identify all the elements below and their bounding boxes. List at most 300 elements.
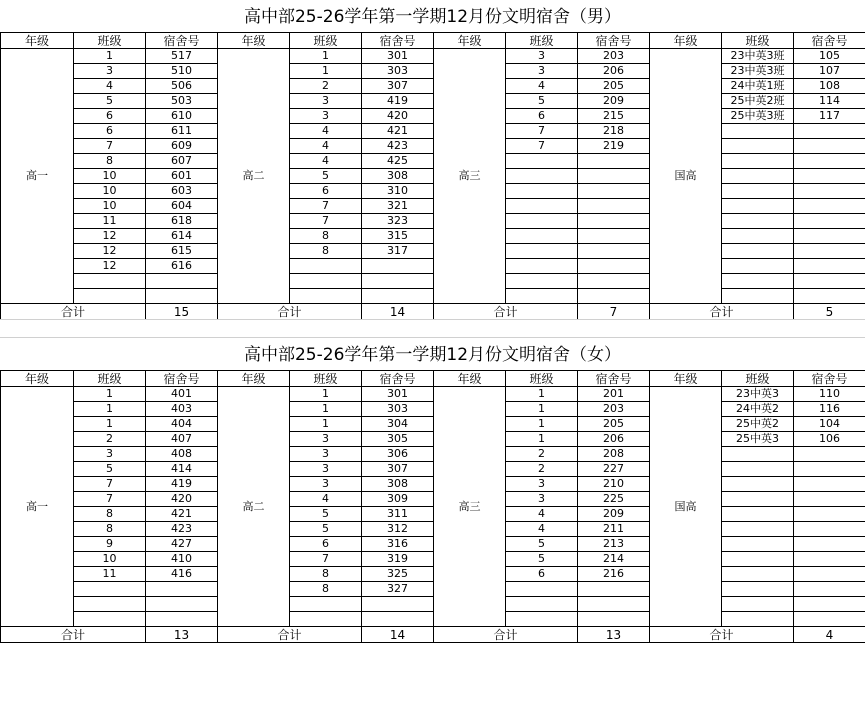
dorm-number-cell: 114 (794, 94, 865, 109)
class-cell: 4 (290, 124, 362, 139)
class-cell: 8 (74, 154, 146, 169)
class-cell (722, 477, 794, 492)
dorm-number-cell (794, 552, 865, 567)
dorm-number-cell (794, 169, 865, 184)
dorm-number-cell: 310 (362, 184, 434, 199)
girls-title: 高中部25-26学年第一学期12月份文明宿舍（女） (243, 345, 622, 365)
table-row (1, 477, 865, 492)
class-cell (722, 214, 794, 229)
table-row (1, 124, 865, 139)
dorm-number-cell: 107 (794, 64, 865, 79)
class-cell: 5 (74, 94, 146, 109)
dorm-number-cell: 206 (578, 432, 650, 447)
class-cell: 3 (74, 447, 146, 462)
dorm-number-cell: 309 (362, 492, 434, 507)
dorm-number-cell: 210 (578, 477, 650, 492)
dorm-number-cell: 106 (794, 432, 865, 447)
dorm-number-cell: 303 (362, 64, 434, 79)
class-cell: 7 (290, 199, 362, 214)
total-row (1, 627, 865, 643)
dorm-number-cell: 603 (146, 184, 218, 199)
dorm-number-cell: 215 (578, 109, 650, 124)
table-row (1, 462, 865, 477)
dorm-number-cell: 306 (362, 447, 434, 462)
dorm-number-cell: 317 (362, 244, 434, 259)
class-cell (722, 507, 794, 522)
class-cell (722, 567, 794, 582)
dorm-number-cell: 517 (146, 49, 218, 64)
class-cell: 7 (506, 124, 578, 139)
total-value: 14 (362, 627, 434, 643)
table-row (1, 552, 865, 567)
dorm-number-cell: 208 (578, 447, 650, 462)
table-row (1, 199, 865, 214)
grade-header: 年级 (434, 33, 506, 49)
class-cell (290, 597, 362, 612)
table-row (1, 244, 865, 259)
class-header: 班级 (290, 371, 362, 387)
dorm-number-cell: 110 (794, 387, 865, 402)
table-row (1, 79, 865, 94)
class-cell: 6 (290, 537, 362, 552)
dorm-number-cell: 301 (362, 49, 434, 64)
total-label: 合计 (1, 627, 146, 643)
class-cell (506, 582, 578, 597)
class-cell: 1 (506, 387, 578, 402)
table-row (1, 582, 865, 597)
class-cell (722, 612, 794, 627)
class-cell: 5 (290, 522, 362, 537)
class-cell: 8 (290, 582, 362, 597)
class-cell (74, 274, 146, 289)
dorm-number-cell (578, 244, 650, 259)
grade-cell: 高二 (218, 387, 290, 627)
class-cell (506, 184, 578, 199)
class-cell: 23中英3班 (722, 64, 794, 79)
dorm-number-cell (794, 462, 865, 477)
dorm-number-cell (794, 199, 865, 214)
grade-cell: 高二 (218, 49, 290, 304)
class-cell: 1 (74, 49, 146, 64)
class-cell: 24中英1班 (722, 79, 794, 94)
table-row (1, 49, 865, 64)
class-cell: 11 (74, 214, 146, 229)
grade-cell: 高三 (434, 387, 506, 627)
table-row (1, 229, 865, 244)
dorm-header: 宿舍号 (362, 371, 434, 387)
dorm-number-cell: 319 (362, 552, 434, 567)
class-cell: 1 (290, 64, 362, 79)
dorm-header: 宿舍号 (146, 33, 218, 49)
dorm-number-cell: 321 (362, 199, 434, 214)
dorm-number-cell (794, 289, 865, 304)
dorm-number-cell: 618 (146, 214, 218, 229)
table-row (1, 447, 865, 462)
dorm-number-cell (578, 229, 650, 244)
grade-cell: 国高 (650, 49, 722, 304)
class-header: 班级 (506, 371, 578, 387)
class-header: 班级 (290, 33, 362, 49)
section-gap (0, 319, 865, 338)
grade-header: 年级 (218, 33, 290, 49)
class-cell: 3 (290, 462, 362, 477)
dorm-number-cell: 105 (794, 49, 865, 64)
class-cell: 8 (74, 522, 146, 537)
header-row (1, 371, 865, 387)
class-cell (506, 244, 578, 259)
class-cell: 3 (506, 49, 578, 64)
total-value: 13 (146, 627, 218, 643)
dorm-number-cell: 601 (146, 169, 218, 184)
class-cell: 5 (74, 462, 146, 477)
dorm-number-cell: 303 (362, 402, 434, 417)
dorm-number-cell (794, 124, 865, 139)
grade-header: 年级 (650, 371, 722, 387)
dorm-number-cell: 408 (146, 447, 218, 462)
dorm-number-cell (794, 447, 865, 462)
boys-dormitory-table (0, 32, 865, 320)
class-cell (290, 289, 362, 304)
class-cell: 9 (74, 537, 146, 552)
table-row (1, 184, 865, 199)
dorm-number-cell (794, 582, 865, 597)
table-row (1, 109, 865, 124)
class-cell (506, 274, 578, 289)
dorm-number-cell (578, 199, 650, 214)
class-cell: 4 (74, 79, 146, 94)
class-cell: 5 (290, 507, 362, 522)
dorm-number-cell: 419 (362, 94, 434, 109)
class-cell (722, 259, 794, 274)
dorm-number-cell: 503 (146, 94, 218, 109)
class-cell: 7 (74, 477, 146, 492)
class-cell: 2 (506, 447, 578, 462)
class-cell (506, 259, 578, 274)
dorm-number-cell: 312 (362, 522, 434, 537)
dorm-number-cell (578, 214, 650, 229)
dorm-number-cell: 420 (362, 109, 434, 124)
dorm-number-cell: 611 (146, 124, 218, 139)
girls-dormitory-table (0, 370, 865, 643)
dorm-number-cell (362, 274, 434, 289)
class-cell: 7 (290, 214, 362, 229)
table-row (1, 597, 865, 612)
table-row (1, 139, 865, 154)
class-cell (506, 154, 578, 169)
class-cell: 6 (74, 124, 146, 139)
dorm-number-cell (794, 154, 865, 169)
total-value: 4 (794, 627, 865, 643)
dorm-number-cell: 407 (146, 432, 218, 447)
dorm-number-cell: 423 (146, 522, 218, 537)
total-row (1, 304, 865, 320)
class-cell: 1 (290, 402, 362, 417)
dorm-number-cell (794, 244, 865, 259)
class-cell: 5 (290, 169, 362, 184)
class-cell: 4 (290, 492, 362, 507)
dorm-number-cell: 201 (578, 387, 650, 402)
class-cell: 4 (506, 79, 578, 94)
total-label: 合计 (1, 304, 146, 320)
class-cell (506, 229, 578, 244)
class-cell: 25中英2 (722, 417, 794, 432)
dorm-number-cell: 213 (578, 537, 650, 552)
dorm-number-cell (794, 184, 865, 199)
dorm-number-cell: 108 (794, 79, 865, 94)
class-cell: 6 (290, 184, 362, 199)
class-cell (74, 597, 146, 612)
dorm-number-cell (794, 567, 865, 582)
grade-header: 年级 (650, 33, 722, 49)
class-cell: 1 (506, 417, 578, 432)
class-cell: 23中英3 (722, 387, 794, 402)
dorm-number-cell (578, 597, 650, 612)
dorm-number-cell (362, 259, 434, 274)
dorm-number-cell: 421 (146, 507, 218, 522)
dorm-number-cell: 209 (578, 507, 650, 522)
class-cell: 10 (74, 552, 146, 567)
dorm-number-cell (146, 274, 218, 289)
class-cell (506, 199, 578, 214)
dorm-number-cell: 216 (578, 567, 650, 582)
class-cell (722, 552, 794, 567)
dorm-number-cell: 203 (578, 49, 650, 64)
table-row (1, 402, 865, 417)
dorm-number-cell (578, 582, 650, 597)
dorm-number-cell (578, 274, 650, 289)
class-cell: 3 (290, 447, 362, 462)
dorm-number-cell: 205 (578, 417, 650, 432)
class-cell: 6 (506, 109, 578, 124)
dorm-number-cell (362, 612, 434, 627)
class-header: 班级 (722, 371, 794, 387)
class-cell: 11 (74, 567, 146, 582)
dorm-number-cell: 218 (578, 124, 650, 139)
class-cell: 24中英2 (722, 402, 794, 417)
class-cell (506, 214, 578, 229)
dorm-number-cell: 510 (146, 64, 218, 79)
dorm-number-cell (578, 289, 650, 304)
dorm-number-cell: 209 (578, 94, 650, 109)
table-row (1, 169, 865, 184)
grade-header: 年级 (218, 371, 290, 387)
class-cell: 12 (74, 229, 146, 244)
table-row (1, 94, 865, 109)
grade-header: 年级 (434, 371, 506, 387)
dorm-header: 宿舍号 (578, 33, 650, 49)
class-cell: 10 (74, 199, 146, 214)
class-cell: 7 (506, 139, 578, 154)
dorm-number-cell: 506 (146, 79, 218, 94)
grade-header: 年级 (1, 371, 74, 387)
grade-header: 年级 (1, 33, 74, 49)
class-cell: 8 (74, 507, 146, 522)
class-cell: 12 (74, 244, 146, 259)
dorm-number-cell: 211 (578, 522, 650, 537)
class-cell: 1 (506, 432, 578, 447)
dorm-number-cell (794, 507, 865, 522)
dorm-number-cell: 401 (146, 387, 218, 402)
dorm-number-cell: 610 (146, 109, 218, 124)
class-cell (290, 612, 362, 627)
table-row (1, 537, 865, 552)
class-cell (722, 522, 794, 537)
dorm-number-cell: 307 (362, 79, 434, 94)
class-cell: 7 (74, 492, 146, 507)
class-cell (722, 229, 794, 244)
class-cell: 10 (74, 184, 146, 199)
dorm-header: 宿舍号 (362, 33, 434, 49)
header-row (1, 33, 865, 49)
total-value: 15 (146, 304, 218, 320)
dorm-number-cell: 425 (362, 154, 434, 169)
table-row (1, 154, 865, 169)
table-row (1, 567, 865, 582)
dorm-number-cell (578, 154, 650, 169)
class-cell (290, 274, 362, 289)
class-cell: 8 (290, 244, 362, 259)
dorm-number-cell (794, 597, 865, 612)
dorm-number-cell: 609 (146, 139, 218, 154)
table-row (1, 387, 865, 402)
dorm-number-cell (146, 597, 218, 612)
class-cell: 25中英2班 (722, 94, 794, 109)
dorm-number-cell: 117 (794, 109, 865, 124)
class-cell (506, 289, 578, 304)
class-cell: 4 (506, 507, 578, 522)
class-cell (722, 582, 794, 597)
class-cell (74, 582, 146, 597)
class-cell (722, 124, 794, 139)
class-cell: 3 (506, 477, 578, 492)
dorm-number-cell: 427 (146, 537, 218, 552)
class-header: 班级 (506, 33, 578, 49)
dorm-number-cell: 421 (362, 124, 434, 139)
grade-cell: 高一 (1, 49, 74, 304)
dorm-number-cell (794, 229, 865, 244)
dorm-number-cell: 419 (146, 477, 218, 492)
class-cell: 6 (74, 109, 146, 124)
class-cell (722, 139, 794, 154)
total-value: 5 (794, 304, 865, 320)
dorm-number-cell: 315 (362, 229, 434, 244)
class-cell (722, 154, 794, 169)
class-cell (722, 462, 794, 477)
class-cell: 2 (290, 79, 362, 94)
class-cell: 3 (290, 432, 362, 447)
dorm-number-cell: 316 (362, 537, 434, 552)
class-cell: 3 (74, 64, 146, 79)
dorm-number-cell: 301 (362, 387, 434, 402)
class-cell (722, 492, 794, 507)
dorm-number-cell: 416 (146, 567, 218, 582)
class-cell (290, 259, 362, 274)
dorm-number-cell: 420 (146, 492, 218, 507)
class-cell (722, 289, 794, 304)
class-cell (722, 244, 794, 259)
boys-title: 高中部25-26学年第一学期12月份文明宿舍（男） (243, 7, 622, 27)
dorm-number-cell: 104 (794, 417, 865, 432)
dorm-number-cell: 604 (146, 199, 218, 214)
dorm-number-cell (146, 582, 218, 597)
total-label: 合计 (218, 304, 362, 320)
total-label: 合计 (650, 304, 794, 320)
class-cell: 5 (506, 552, 578, 567)
total-label: 合计 (434, 304, 578, 320)
dorm-number-cell: 203 (578, 402, 650, 417)
table-row (1, 64, 865, 79)
dorm-number-cell (794, 274, 865, 289)
class-cell: 1 (290, 417, 362, 432)
total-value: 7 (578, 304, 650, 320)
table-row (1, 522, 865, 537)
total-value: 13 (578, 627, 650, 643)
class-header: 班级 (722, 33, 794, 49)
dorm-number-cell (794, 139, 865, 154)
class-cell: 8 (290, 567, 362, 582)
table-row (1, 274, 865, 289)
class-cell: 25中英3班 (722, 109, 794, 124)
class-cell (722, 597, 794, 612)
class-cell: 7 (290, 552, 362, 567)
dorm-number-cell: 214 (578, 552, 650, 567)
class-cell: 1 (74, 402, 146, 417)
dorm-number-cell: 308 (362, 169, 434, 184)
dorm-header: 宿舍号 (146, 371, 218, 387)
table-row (1, 432, 865, 447)
class-cell: 3 (506, 492, 578, 507)
class-cell: 4 (290, 154, 362, 169)
dorm-number-cell: 614 (146, 229, 218, 244)
class-cell: 25中英3 (722, 432, 794, 447)
dorm-header: 宿舍号 (794, 371, 865, 387)
class-cell (74, 289, 146, 304)
class-cell (722, 274, 794, 289)
dorm-number-cell: 227 (578, 462, 650, 477)
dorm-number-cell: 305 (362, 432, 434, 447)
class-cell: 3 (290, 109, 362, 124)
class-cell: 1 (290, 49, 362, 64)
dorm-number-cell: 116 (794, 402, 865, 417)
class-cell: 4 (290, 139, 362, 154)
dorm-number-cell: 308 (362, 477, 434, 492)
dorm-number-cell (578, 184, 650, 199)
table-row (1, 289, 865, 304)
table-row (1, 492, 865, 507)
dorm-header: 宿舍号 (578, 371, 650, 387)
class-cell: 23中英3班 (722, 49, 794, 64)
dorm-number-cell (578, 259, 650, 274)
dorm-number-cell (146, 289, 218, 304)
table-row (1, 259, 865, 274)
table-row (1, 507, 865, 522)
class-cell: 1 (74, 387, 146, 402)
dorm-number-cell: 219 (578, 139, 650, 154)
class-cell (722, 184, 794, 199)
dorm-number-cell: 403 (146, 402, 218, 417)
dorm-number-cell: 607 (146, 154, 218, 169)
dorm-number-cell: 307 (362, 462, 434, 477)
dorm-number-cell (578, 169, 650, 184)
dorm-number-cell (794, 522, 865, 537)
class-cell: 12 (74, 259, 146, 274)
grade-cell: 高一 (1, 387, 74, 627)
class-cell (722, 447, 794, 462)
class-header: 班级 (74, 371, 146, 387)
dorm-number-cell (794, 259, 865, 274)
class-cell (506, 612, 578, 627)
class-cell (722, 169, 794, 184)
